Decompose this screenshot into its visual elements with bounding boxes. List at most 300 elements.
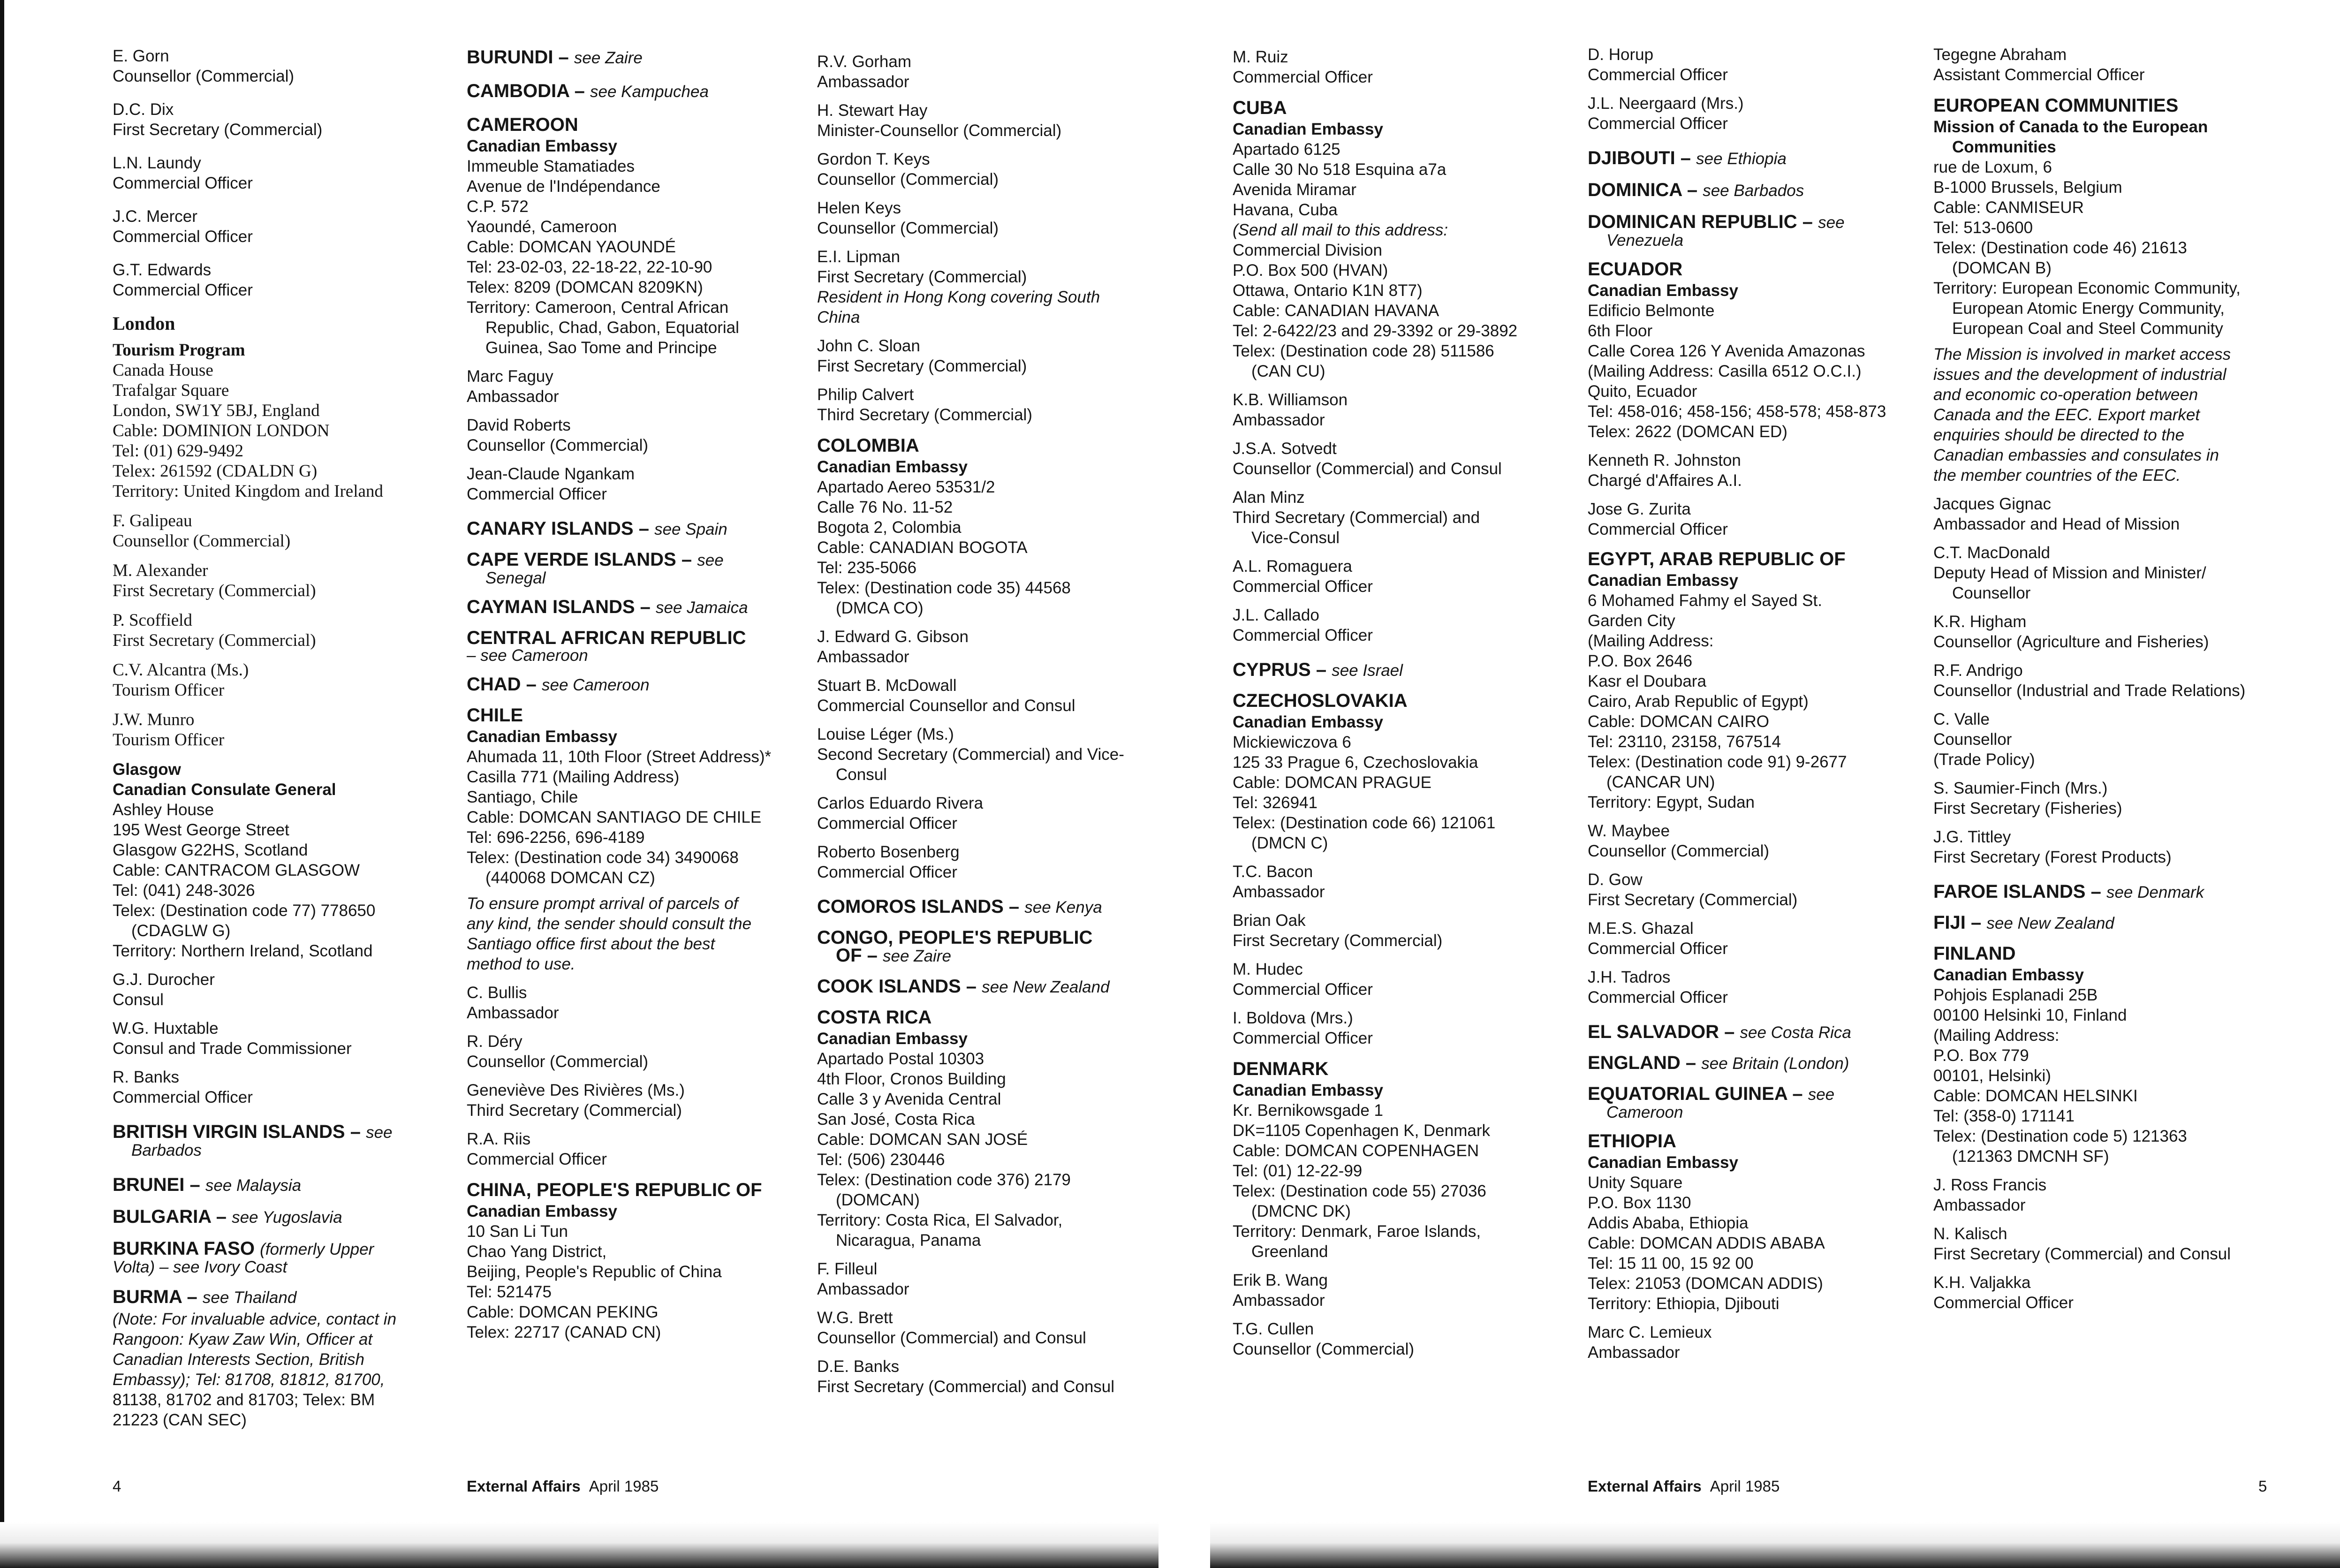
staff-name: D.E. Banks	[817, 1357, 900, 1376]
staff-name: Marc C. Lemieux	[1588, 1323, 1712, 1341]
staff-entry	[1933, 709, 2309, 770]
staff-title: Commercial Officer	[113, 281, 253, 299]
staff-name: J.G. Tittley	[1933, 828, 2011, 846]
note-line: China	[817, 308, 860, 326]
country-heading: EUROPEAN COMMUNITIES	[1933, 95, 2179, 116]
column-5	[1588, 45, 1916, 1363]
address-line: Cable: DOMCAN PRAGUE	[1233, 773, 1431, 792]
publication-date: April 1985	[589, 1477, 659, 1495]
note-line: Resident in Hong Kong covering South	[817, 288, 1100, 306]
address-line: European Coal and Steel Community	[1952, 319, 2223, 338]
address-line: Tel: (358-0) 171141	[1933, 1107, 2075, 1125]
address-line: Telex: (Destination code 376) 2179	[817, 1171, 1071, 1189]
country-entry	[467, 704, 795, 974]
address-line: Canada House	[113, 361, 213, 380]
office-name: Communities	[1952, 138, 2056, 156]
address-line: London, SW1Y 5BJ, England	[113, 401, 320, 420]
staff-name: R.F. Andrigo	[1933, 661, 2023, 680]
country-entry	[113, 1121, 441, 1160]
office-name: Canadian Embassy	[1233, 1081, 1383, 1099]
staff-title: First Secretary (Commercial)	[817, 357, 1027, 375]
address-line: Unity Square	[1588, 1174, 1683, 1192]
address-line: Cable: CANADIAN HAVANA	[1233, 302, 1439, 320]
staff-name: W.G. Brett	[817, 1309, 893, 1327]
address-line: Tel: 696-2256, 696-4189	[467, 828, 645, 847]
page-gutter-gap	[1159, 1522, 1210, 1568]
country-entry	[113, 1205, 441, 1229]
staff-entry	[1233, 1270, 1561, 1310]
address-line: Cable: CANMISEUR	[1933, 198, 2084, 217]
staff-entry	[1233, 605, 1561, 645]
staff-entry	[1933, 45, 2309, 85]
staff-title: Commercial Officer	[817, 814, 957, 833]
staff-title: Minister-Counsellor (Commercial)	[817, 121, 1062, 140]
country-heading: CAMBODIA – see Kampuchea	[467, 81, 709, 101]
note-line: Embassy); Tel: 81708, 81812, 81700,	[113, 1371, 385, 1389]
address-line: Territory: United Kingdom and Ireland	[113, 482, 383, 501]
staff-name: Brian Oak	[1233, 911, 1306, 930]
staff-title: Counsellor (Agriculture and Fisheries)	[1933, 633, 2209, 651]
staff-title: Consul	[836, 765, 887, 784]
cross-reference: Venezuela	[1606, 231, 1684, 250]
staff-title: Ambassador	[1233, 883, 1325, 901]
staff-name: Jose G. Zurita	[1588, 500, 1691, 518]
address-line: DK=1105 Copenhagen K, Denmark	[1233, 1121, 1491, 1140]
staff-title: Counsellor (Commercial) and Consul	[817, 1329, 1086, 1347]
staff-title: First Secretary (Commercial)	[817, 268, 1027, 286]
country-heading: BURMA – see Thailand	[113, 1287, 297, 1307]
address-line: Telex: 2622 (DOMCAN ED)	[1588, 423, 1787, 441]
address-line: Addis Ababa, Ethiopia	[1588, 1214, 1749, 1232]
staff-title: Commercial Officer	[113, 174, 253, 192]
address-line: Beijing, People's Republic of China	[467, 1263, 722, 1281]
staff-entry	[1233, 439, 1561, 479]
staff-entry	[113, 206, 441, 247]
cross-reference: Cameroon	[1606, 1103, 1683, 1121]
country-entry	[467, 1179, 795, 1342]
address-line: Cable: CANADIAN BOGOTA	[817, 538, 1028, 557]
address-line: Telex: (Destination code 35) 44568	[817, 579, 1071, 597]
staff-entry	[467, 983, 795, 1023]
office-name: Canadian Embassy	[467, 1202, 617, 1220]
staff-name: Erik B. Wang	[1233, 1271, 1328, 1289]
note-line: any kind, the sender should consult the	[467, 915, 752, 933]
staff-title: Commercial Officer	[1588, 939, 1728, 958]
address-line: (DMCN C)	[1251, 834, 1328, 852]
address-line: Commercial Division	[1233, 241, 1382, 259]
staff-title: First Secretary (Commercial)	[113, 121, 323, 139]
staff-name: J. Ross Francis	[1933, 1176, 2047, 1194]
address-line: Territory: Denmark, Faroe Islands,	[1233, 1222, 1481, 1241]
staff-entry	[817, 627, 1145, 667]
address-line: Calle 76 No. 11-52	[817, 498, 953, 516]
staff-entry	[467, 1080, 795, 1121]
staff-title: First Secretary (Commercial)	[1588, 891, 1798, 909]
address-line: Tel: 513-0600	[1933, 219, 2033, 237]
staff-title: First Secretary (Commercial)	[1233, 932, 1443, 950]
staff-title: Tourism Officer	[113, 730, 225, 750]
staff-title: Counsellor (Commercial)	[467, 1053, 649, 1071]
address-line: Telex: (Destination code 91) 9-2677	[1588, 753, 1847, 771]
staff-entry	[1933, 543, 2309, 603]
staff-entry	[1933, 827, 2309, 867]
country-entry	[1588, 179, 1916, 202]
staff-name: N. Kalisch	[1933, 1225, 2007, 1243]
address-line: (CANCAR UN)	[1606, 773, 1715, 791]
staff-entry	[113, 260, 441, 300]
country-entry	[1233, 1058, 1561, 1262]
staff-entry	[467, 366, 795, 407]
country-entry	[113, 1237, 441, 1277]
staff-title: Commercial Officer	[467, 1150, 607, 1168]
note-line: Rangoon: Kyaw Zaw Win, Officer at	[113, 1330, 373, 1348]
staff-name: J.S.A. Sotvedt	[1233, 439, 1337, 458]
country-entry	[1933, 880, 2309, 904]
staff-name: L.N. Laundy	[113, 154, 201, 172]
staff-title: Commercial Officer	[1233, 626, 1373, 644]
address-line: Ahumada 11, 10th Floor (Street Address)*	[467, 748, 772, 766]
address-line: Pohjois Esplanadi 25B	[1933, 986, 2098, 1004]
staff-entry	[1588, 93, 1916, 134]
office-name: Canadian Embassy	[1588, 1153, 1738, 1172]
country-entry	[1933, 911, 2309, 935]
staff-entry	[1588, 450, 1916, 491]
staff-title: Vice-Consul	[1251, 529, 1340, 547]
address-line: San José, Costa Rica	[817, 1110, 975, 1129]
country-heading: BURUNDI – see Zaire	[467, 47, 643, 68]
staff-name: T.C. Bacon	[1233, 863, 1313, 881]
london-section	[113, 313, 441, 501]
staff-name: E. Gorn	[113, 47, 169, 65]
note-line: method to use.	[467, 955, 576, 973]
staff-title: Commercial Officer	[1588, 114, 1728, 133]
address-line: Tel: (506) 230446	[817, 1151, 945, 1169]
note-line: Canadian Interests Section, British	[113, 1350, 364, 1369]
address-line: Territory: Egypt, Sudan	[1588, 793, 1755, 811]
staff-name: W. Maybee	[1588, 822, 1670, 840]
country-entry	[467, 673, 795, 697]
staff-title: Ambassador	[817, 73, 909, 91]
staff-title: Commercial Officer	[1933, 1294, 2074, 1312]
address-line: Trafalgar Square	[113, 381, 229, 400]
country-heading: ETHIOPIA	[1588, 1131, 1676, 1151]
staff-title: First Secretary (Commercial) and Consul	[817, 1378, 1115, 1396]
page-number-right: 5	[2258, 1477, 2267, 1495]
staff-name: H. Stewart Hay	[817, 101, 928, 120]
staff-entry	[113, 710, 441, 750]
staff-title: Ambassador	[817, 648, 909, 666]
staff-entry	[817, 842, 1145, 882]
country-entry	[1233, 97, 1561, 381]
address-line: Ashley House	[113, 801, 214, 819]
address-line: B-1000 Brussels, Belgium	[1933, 178, 2122, 197]
address-line: Telex: (Destination code 28) 511586	[1233, 342, 1494, 360]
note-line: 81138, 81702 and 81703; Telex: BM	[113, 1391, 375, 1409]
staff-title: Counsellor (Commercial)	[817, 170, 999, 189]
staff-entry	[817, 1308, 1145, 1348]
staff-title: Commercial Counsellor and Consul	[817, 697, 1075, 715]
cross-reference: Volta) – see Ivory Coast	[113, 1258, 288, 1276]
office-name: Canadian Embassy	[1588, 281, 1738, 300]
staff-entry	[113, 99, 441, 140]
address-line: (Mailing Address: Casilla 6512 O.C.I.)	[1588, 362, 1862, 380]
address-line: Apartado 6125	[1233, 140, 1340, 159]
city-heading: Glasgow	[113, 760, 181, 779]
staff-entry	[1933, 1175, 2309, 1215]
staff-title: Third Secretary (Commercial) and	[1233, 508, 1480, 527]
staff-entry	[1933, 494, 2309, 534]
note-line: the member countries of the EEC.	[1933, 466, 2181, 485]
staff-title: First Secretary (Commercial)	[113, 631, 316, 650]
staff-title: First Secretary (Commercial) and Consul	[1933, 1245, 2231, 1263]
publication-date: April 1985	[1710, 1477, 1780, 1495]
staff-title: Tourism Officer	[113, 681, 225, 700]
staff-title: Commercial Officer	[817, 863, 957, 881]
staff-entry	[1233, 862, 1561, 902]
staff-entry	[817, 247, 1145, 327]
staff-title: Commercial Officer	[1588, 66, 1728, 84]
country-heading: CENTRAL AFRICAN REPUBLIC	[467, 628, 746, 648]
country-heading: DOMINICA – see Barbados	[1588, 180, 1804, 200]
address-line: Tel: 23110, 23158, 767514	[1588, 733, 1781, 751]
address-line: (121363 DMCNH SF)	[1952, 1147, 2109, 1166]
staff-entry	[817, 675, 1145, 716]
staff-entry	[1933, 778, 2309, 818]
staff-title: Second Secretary (Commercial) and Vice-	[817, 745, 1124, 764]
address-line: (CDAGLW G)	[131, 922, 231, 940]
country-entry	[1588, 211, 1916, 250]
address-line: Tel: 235-5066	[817, 559, 917, 577]
address-line: P.O. Box 500 (HVAN)	[1233, 261, 1388, 280]
staff-name: J. Edward G. Gibson	[817, 628, 969, 646]
note-line: Canadian embassies and consulates in	[1933, 446, 2219, 464]
address-line: P.O. Box 1130	[1588, 1194, 1691, 1212]
note-line: (Note: For invaluable advice, contact in	[113, 1310, 397, 1328]
staff-title: Commercial Officer	[467, 485, 607, 503]
address-line: Cable: DOMCAN PEKING	[467, 1303, 659, 1321]
staff-entry	[1233, 959, 1561, 1000]
address-line: 195 West George Street	[113, 821, 289, 839]
staff-entry	[817, 385, 1145, 425]
address-line: Bogota 2, Colombia	[817, 518, 962, 537]
address-line: Quito, Ecuador	[1588, 382, 1697, 401]
staff-entry	[817, 52, 1145, 92]
address-line: (DOMCAN)	[836, 1191, 920, 1209]
address-line: Greenland	[1251, 1242, 1328, 1261]
staff-entry	[817, 198, 1145, 238]
staff-title: (Trade Policy)	[1933, 750, 2035, 769]
address-line: Guinea, Sao Tome and Principe	[485, 339, 717, 357]
staff-entry	[1588, 1322, 1916, 1363]
country-heading: CYPRUS – see Israel	[1233, 659, 1403, 680]
address-line: Telex: (Destination code 34) 3490068	[467, 848, 739, 867]
staff-title: Counsellor (Commercial)	[467, 436, 649, 454]
address-line: Avenue de l'Indépendance	[467, 177, 660, 196]
note-line: 21223 (CAN SEC)	[113, 1411, 247, 1429]
staff-name: K.B. Williamson	[1233, 391, 1348, 409]
staff-title: Commercial Officer	[113, 227, 253, 246]
country-entry	[467, 114, 795, 358]
staff-entry	[1233, 910, 1561, 951]
address-line: Tel: 521475	[467, 1283, 552, 1301]
staff-name: John C. Sloan	[817, 337, 920, 355]
address-line: Cable: DOMCAN COPENHAGEN	[1233, 1142, 1479, 1160]
column-1	[113, 46, 441, 1430]
staff-title: Ambassador	[467, 1004, 559, 1022]
footer-right	[1588, 1477, 1780, 1495]
staff-title: Commercial Officer	[1233, 577, 1373, 596]
cross-reference: – see Cameroon	[467, 646, 588, 665]
address-line: 6th Floor	[1588, 322, 1653, 340]
country-heading: DJIBOUTI – see Ethiopia	[1588, 148, 1787, 168]
staff-title: Commercial Officer	[1233, 68, 1373, 86]
address-line: (Mailing Address:	[1933, 1026, 2060, 1045]
country-entry	[467, 627, 795, 666]
country-heading: FIJI – see New Zealand	[1933, 912, 2114, 933]
staff-name: T.G. Cullen	[1233, 1320, 1314, 1338]
country-heading: OF – see Zaire	[836, 945, 951, 966]
staff-entry	[817, 1259, 1145, 1299]
address-line: Mickiewiczova 6	[1233, 733, 1351, 751]
address-line: Telex: 22717 (CANAD CN)	[467, 1323, 661, 1341]
country-heading: COOK ISLANDS – see New Zealand	[817, 976, 1110, 997]
address-line: Kasr el Doubara	[1588, 672, 1706, 690]
country-heading: CAYMAN ISLANDS – see Jamaica	[467, 597, 748, 617]
staff-title: Third Secretary (Commercial)	[467, 1101, 682, 1120]
address-line: Cairo, Arab Republic of Egypt)	[1588, 692, 1809, 711]
staff-name: C.V. Alcantra (Ms.)	[113, 660, 249, 680]
staff-entry	[1233, 47, 1561, 87]
staff-name: F. Filleul	[817, 1260, 878, 1278]
staff-entry	[113, 511, 441, 551]
staff-entry	[817, 724, 1145, 785]
staff-entry	[1233, 1319, 1561, 1359]
country-entry	[1933, 94, 2309, 485]
staff-name: J.L. Neergaard (Mrs.)	[1588, 94, 1744, 113]
note-line: and economic co-operation between	[1933, 386, 2198, 404]
note-line: Canada and the EEC. Export market	[1933, 406, 2200, 424]
staff-name: Louise Léger (Ms.)	[817, 725, 954, 743]
country-heading: COLOMBIA	[817, 435, 919, 456]
address-line: Telex: (Destination code 77) 778650	[113, 901, 376, 920]
address-line: Cable: DOMCAN SANTIAGO DE CHILE	[467, 808, 762, 826]
country-entry	[817, 926, 1145, 968]
staff-title: Counsellor (Commercial)	[1233, 1340, 1415, 1358]
office-name: Canadian Embassy	[817, 458, 968, 476]
country-heading: BRITISH VIRGIN ISLANDS – see	[113, 1121, 393, 1142]
address-line: Telex: 261592 (CDALDN G)	[113, 462, 318, 481]
staff-entry	[1233, 390, 1561, 430]
country-heading: CZECHOSLOVAKIA	[1233, 690, 1408, 711]
staff-title: Consul	[113, 991, 164, 1009]
staff-entry	[817, 100, 1145, 141]
country-entry	[1588, 147, 1916, 170]
address-line: Glasgow G22HS, Scotland	[113, 841, 308, 859]
country-entry	[467, 548, 795, 588]
address-line: Tel: (01) 629-9492	[113, 441, 243, 461]
office-name: Canadian Embassy	[467, 727, 617, 746]
cross-reference: Senegal	[485, 569, 546, 587]
staff-name: R. Banks	[113, 1068, 179, 1086]
note-line: (Send all mail to this address:	[1233, 221, 1448, 239]
staff-title: Ambassador	[1933, 1196, 2026, 1214]
country-heading: DOMINICAN REPUBLIC – see	[1588, 212, 1845, 232]
country-heading: BULGARIA – see Yugoslavia	[113, 1206, 342, 1227]
staff-entry	[113, 561, 441, 601]
staff-title: Counsellor	[1933, 730, 2012, 749]
country-entry	[1933, 942, 2309, 1167]
address-line: P.O. Box 779	[1933, 1046, 2029, 1065]
staff-title: Counsellor (Commercial)	[113, 67, 295, 85]
footer-left	[467, 1477, 659, 1495]
staff-name: Kenneth R. Johnston	[1588, 451, 1741, 470]
country-heading: CONGO, PEOPLE'S REPUBLIC	[817, 927, 1093, 948]
country-heading: CHAD – see Cameroon	[467, 674, 650, 695]
address-line: Calle Corea 126 Y Avenida Amazonas	[1588, 342, 1865, 360]
staff-entry	[1933, 1224, 2309, 1264]
address-line: 125 33 Prague 6, Czechoslovakia	[1233, 753, 1478, 772]
country-entry	[1233, 689, 1561, 853]
staff-entry	[1933, 612, 2309, 652]
address-line: 4th Floor, Cronos Building	[817, 1070, 1006, 1088]
address-line: Cable: DOMCAN YAOUNDÉ	[467, 238, 676, 256]
address-line: (DMCA CO)	[836, 599, 924, 617]
address-line: (DOMCAN B)	[1952, 259, 2052, 277]
staff-name: M. Alexander	[113, 561, 208, 580]
address-line: Cable: DOMCAN CAIRO	[1588, 712, 1770, 731]
office-name: Canadian Embassy	[1233, 713, 1383, 731]
country-entry	[1588, 1052, 1916, 1075]
note-line: The Mission is involved in market access	[1933, 345, 2231, 364]
publication-name: External Affairs	[467, 1477, 581, 1495]
staff-name: R.V. Gorham	[817, 53, 912, 71]
staff-name: Roberto Bosenberg	[817, 843, 960, 861]
staff-name: Marc Faguy	[467, 367, 553, 386]
note-line: issues and the development of industrial	[1933, 365, 2226, 384]
note-line: Santiago office first about the best	[467, 935, 715, 953]
staff-title: Ambassador	[1588, 1343, 1680, 1362]
country-entry	[817, 434, 1145, 618]
address-line: Territory: Cameroon, Central African	[467, 298, 729, 317]
staff-name: D. Gow	[1588, 871, 1643, 889]
country-heading: FINLAND	[1933, 943, 2016, 964]
staff-title: Counsellor (Industrial and Trade Relations)	[1933, 682, 2246, 700]
staff-name: I. Boldova (Mrs.)	[1233, 1009, 1353, 1027]
staff-name: J.C. Mercer	[113, 207, 197, 226]
staff-name: M. Hudec	[1233, 960, 1303, 978]
staff-name: R.A. Riis	[467, 1130, 531, 1148]
staff-entry	[1588, 918, 1916, 959]
country-heading: CUBA	[1233, 98, 1287, 118]
country-entry	[1588, 1021, 1916, 1044]
staff-name: P. Scoffield	[113, 611, 192, 630]
country-heading: EGYPT, ARAB REPUBLIC OF	[1588, 549, 1846, 569]
staff-title: Ambassador	[1233, 1291, 1325, 1310]
staff-name: Helen Keys	[817, 199, 901, 217]
staff-entry	[1588, 821, 1916, 861]
staff-name: Geneviève Des Rivières (Ms.)	[467, 1081, 685, 1099]
address-line: Cable: DOMCAN HELSINKI	[1933, 1087, 2138, 1105]
office-name: Tourism Program	[113, 341, 245, 360]
staff-title: Ambassador	[817, 1280, 909, 1298]
office-name: Canadian Embassy	[1933, 966, 2084, 984]
staff-name: Stuart B. McDowall	[817, 676, 957, 695]
address-line: Cable: CANTRACOM GLASGOW	[113, 861, 360, 879]
column-2	[467, 46, 795, 1342]
page-edge	[0, 0, 4, 1568]
staff-title: Ambassador and Head of Mission	[1933, 515, 2180, 533]
address-line: Kr. Bernikowsgade 1	[1233, 1101, 1384, 1120]
